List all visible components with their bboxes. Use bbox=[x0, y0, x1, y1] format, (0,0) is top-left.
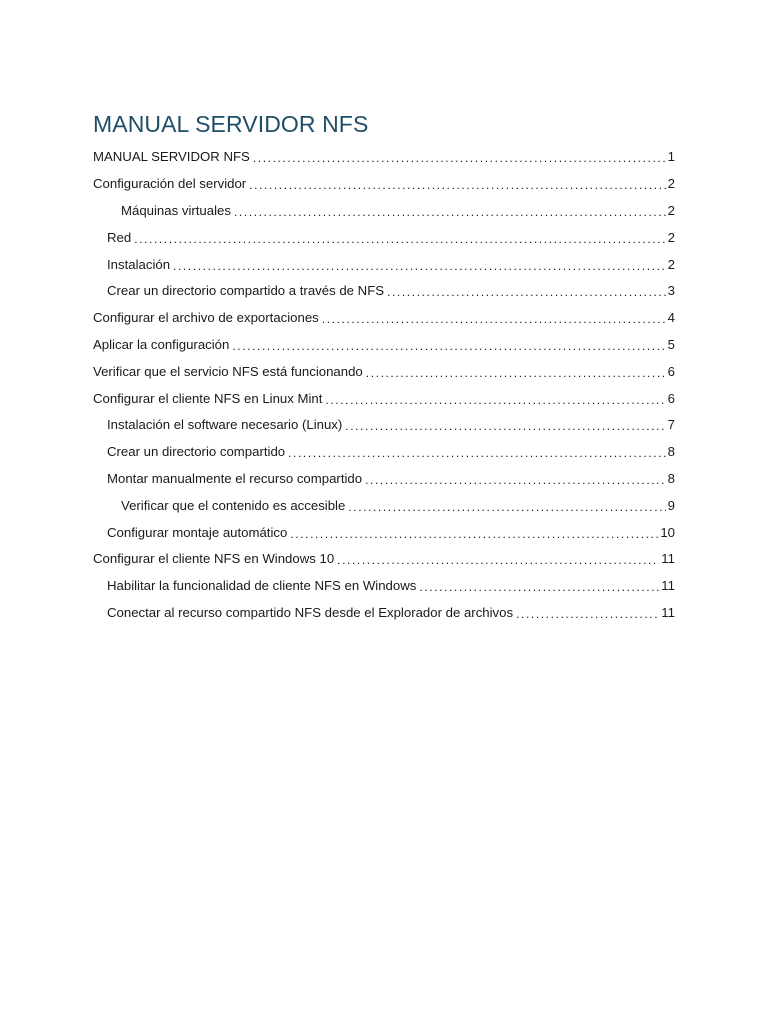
toc-page-number: 11 bbox=[661, 551, 675, 567]
toc-entry[interactable] bbox=[93, 358, 675, 385]
toc-page-number: 7 bbox=[667, 417, 675, 433]
toc-entry[interactable] bbox=[93, 573, 675, 600]
toc-entry[interactable] bbox=[93, 305, 675, 332]
toc-page-number: 2 bbox=[667, 202, 675, 218]
toc-entry-text: Aplicar la configuración bbox=[93, 336, 230, 352]
toc-page-number: 1 bbox=[667, 149, 675, 165]
toc-page-number: 2 bbox=[667, 176, 675, 192]
toc-entry[interactable] bbox=[93, 251, 675, 278]
toc-page-number: 10 bbox=[660, 524, 675, 540]
toc-entry[interactable] bbox=[93, 492, 675, 519]
toc-entry[interactable] bbox=[93, 600, 675, 627]
toc-page-number: 2 bbox=[667, 229, 675, 245]
toc-entry-text: Máquinas virtuales bbox=[121, 202, 231, 218]
toc-entry-text: MANUAL SERVIDOR NFS bbox=[93, 149, 250, 165]
toc-dot-leader bbox=[366, 365, 666, 381]
toc-entry-text: Instalación el software necesario (Linux) bbox=[107, 417, 343, 433]
toc-dot-leader bbox=[516, 606, 659, 622]
toc-entry-text: Crear un directorio compartido a través de NFS bbox=[107, 283, 385, 299]
toc-page-number: 5 bbox=[667, 336, 675, 352]
toc-entry[interactable] bbox=[93, 198, 675, 225]
toc-entry-text: Crear un directorio compartido bbox=[107, 444, 286, 460]
toc-entry[interactable] bbox=[93, 224, 675, 251]
toc-entry-text: Configurar el archivo de exportaciones bbox=[93, 310, 319, 326]
toc-page-number: 6 bbox=[667, 363, 675, 379]
toc-dot-leader bbox=[234, 204, 666, 220]
toc-entry-text: Configurar montaje automático bbox=[107, 524, 288, 540]
toc-dot-leader bbox=[419, 579, 659, 595]
toc-page-number: 8 bbox=[667, 470, 675, 486]
toc-entry-text: Instalación bbox=[107, 256, 171, 272]
toc-entry-text: Verificar que el contenido es accesible bbox=[121, 497, 346, 513]
toc-entry-text: Red bbox=[107, 229, 132, 245]
toc-entry[interactable] bbox=[93, 412, 675, 439]
toc-entry-text: Configuración del servidor bbox=[93, 176, 247, 192]
toc-dot-leader bbox=[134, 231, 665, 247]
toc-dot-leader bbox=[345, 418, 665, 434]
toc-dot-leader bbox=[387, 284, 666, 300]
toc-page-number: 11 bbox=[661, 604, 675, 620]
toc-entry-text: Conectar al recurso compartido NFS desde el Explorador de archivos bbox=[107, 604, 514, 620]
toc-dot-leader bbox=[290, 526, 658, 542]
toc-dot-leader bbox=[288, 445, 666, 461]
toc-dot-leader bbox=[253, 150, 666, 166]
toc-entry[interactable] bbox=[93, 144, 675, 171]
toc-entry[interactable] bbox=[93, 466, 675, 493]
toc-entry[interactable] bbox=[93, 439, 675, 466]
toc-page-number: 8 bbox=[667, 444, 675, 460]
toc-dot-leader bbox=[365, 472, 666, 488]
toc-entry-text: Configurar el cliente NFS en Linux Mint bbox=[93, 390, 323, 406]
toc-entry[interactable] bbox=[93, 278, 675, 305]
toc-entry-text: Montar manualmente el recurso compartido bbox=[107, 470, 363, 486]
toc-dot-leader bbox=[249, 177, 665, 193]
toc-dot-leader bbox=[337, 552, 659, 568]
toc-page-number: 6 bbox=[667, 390, 675, 406]
toc-entry[interactable] bbox=[93, 546, 675, 573]
toc-entry[interactable] bbox=[93, 171, 675, 198]
toc-dot-leader bbox=[322, 311, 666, 327]
toc-page-number: 11 bbox=[661, 578, 675, 594]
document-title: MANUAL SERVIDOR NFS bbox=[93, 111, 369, 137]
toc-page-number: 9 bbox=[667, 497, 675, 513]
toc-dot-leader bbox=[173, 258, 666, 274]
table-of-contents bbox=[93, 144, 675, 626]
toc-entry-text: Habilitar la funcionalidad de cliente NFS en Windows bbox=[107, 578, 417, 594]
toc-page-number: 4 bbox=[667, 310, 675, 326]
toc-entry-text: Configurar el cliente NFS en Windows 10 bbox=[93, 551, 335, 567]
toc-page-number: 3 bbox=[667, 283, 675, 299]
toc-entry[interactable] bbox=[93, 385, 675, 412]
toc-dot-leader bbox=[348, 499, 665, 515]
toc-entry[interactable] bbox=[93, 332, 675, 359]
toc-entry[interactable] bbox=[93, 519, 675, 546]
toc-dot-leader bbox=[232, 338, 665, 354]
toc-page-number: 2 bbox=[667, 256, 675, 272]
toc-entry-text: Verificar que el servicio NFS está funcionando bbox=[93, 363, 363, 379]
toc-dot-leader bbox=[325, 392, 665, 408]
